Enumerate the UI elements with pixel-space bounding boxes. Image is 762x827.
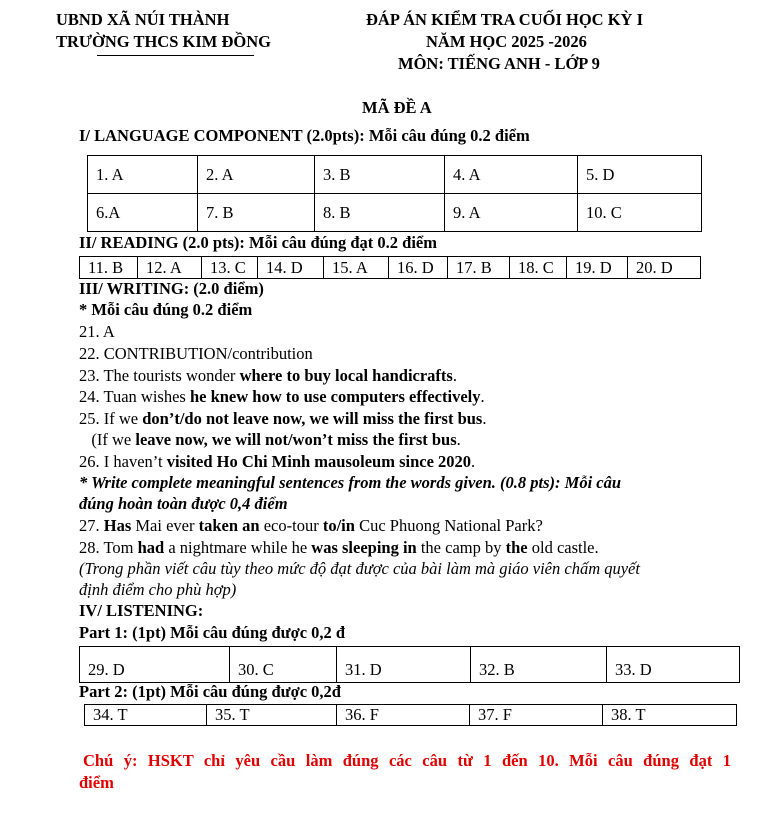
answer-22: 22. CONTRIBUTION/contribution xyxy=(79,344,313,363)
section3-sub2: * Write complete meaningful sentences from the words given. (0.8 pts): Mỗi câu xyxy=(79,473,622,492)
special-needs-note: Chú ý: HSKT chỉ yêu cầu làm đúng các câu từ 1 đến 10. Mỗi câu đúng đạt 1 xyxy=(83,751,731,770)
answer-cell: 15. A xyxy=(324,257,389,279)
school-year: NĂM HỌC 2025 -2026 xyxy=(426,32,587,51)
answer-cell: 14. D xyxy=(258,257,324,279)
answer-28: 28. Tom had a nightmare while he was sleeping in the camp by the old castle. xyxy=(79,538,599,557)
district-name: UBND XÃ NÚI THÀNH xyxy=(56,10,230,29)
answer-cell: 10. C xyxy=(578,194,702,232)
answer-cell: 11. B xyxy=(80,257,138,279)
answer-cell: 36. F xyxy=(337,705,470,726)
part2-title: Part 2: (1pt) Mỗi câu đúng được 0,2đ xyxy=(79,682,341,701)
answer-24: 24. Tuan wishes he knew how to use computers effectively. xyxy=(79,387,485,406)
answer-cell: 3. B xyxy=(315,156,445,194)
answer-cell: 34. T xyxy=(85,705,207,726)
grading-note-cont: định điểm cho phù hợp) xyxy=(79,580,237,599)
subject: MÔN: TIẾNG ANH - LỚP 9 xyxy=(398,54,600,73)
section2-answer-table xyxy=(79,256,701,279)
answer-cell: 19. D xyxy=(567,257,628,279)
table-row xyxy=(80,257,701,279)
section2-title: II/ READING (2.0 pts): Mỗi câu đúng đạt 0.2 điểm xyxy=(79,233,437,252)
answer-cell: 35. T xyxy=(207,705,337,726)
special-needs-note-cont: điểm xyxy=(79,773,114,792)
answer-cell: 29. D xyxy=(80,647,230,683)
answer-cell: 37. F xyxy=(470,705,603,726)
answer-cell: 20. D xyxy=(628,257,701,279)
answer-cell: 13. C xyxy=(202,257,258,279)
answer-cell: 1. A xyxy=(88,156,198,194)
school-name: TRƯỜNG THCS KIM ĐỒNG xyxy=(56,32,271,51)
part1-answer-table xyxy=(79,646,740,683)
answer-cell: 4. A xyxy=(445,156,578,194)
answer-cell: 33. D xyxy=(607,647,740,683)
answer-cell: 5. D xyxy=(578,156,702,194)
answer-23: 23. The tourists wonder where to buy local handicrafts. xyxy=(79,366,457,385)
exam-code: MÃ ĐỀ A xyxy=(362,98,432,117)
school-underline xyxy=(97,55,254,56)
section3-sub1: * Mỗi câu đúng 0.2 điểm xyxy=(79,300,253,319)
answer-cell: 17. B xyxy=(448,257,510,279)
table-row xyxy=(85,705,737,726)
answer-26: 26. I haven’t visited Ho Chi Minh mausoleum since 2020. xyxy=(79,452,476,471)
answer-cell: 8. B xyxy=(315,194,445,232)
part1-title: Part 1: (1pt) Mỗi câu đúng được 0,2 đ xyxy=(79,623,346,642)
answer-cell: 9. A xyxy=(445,194,578,232)
table-row xyxy=(88,194,702,232)
section3-sub2-cont: đúng hoàn toàn được 0,4 điểm xyxy=(79,494,288,513)
section4-title: IV/ LISTENING: xyxy=(79,601,204,620)
section3-title: III/ WRITING: (2.0 điểm) xyxy=(79,279,264,298)
doc-title: ĐÁP ÁN KIỂM TRA CUỐI HỌC KỲ I xyxy=(366,10,644,29)
answer-cell: 16. D xyxy=(389,257,448,279)
answer-cell: 31. D xyxy=(337,647,471,683)
answer-27: 27. Has Mai ever taken an eco-tour to/in Cuc Phuong National Park? xyxy=(79,516,543,535)
answer-cell: 18. C xyxy=(510,257,567,279)
answer-cell: 6.A xyxy=(88,194,198,232)
section1-title: I/ LANGUAGE COMPONENT (2.0pts): Mỗi câu đúng 0.2 điểm xyxy=(79,126,530,145)
answer-25: 25. If we don’t/do not leave now, we will miss the first bus. xyxy=(79,409,487,428)
answer-21: 21. A xyxy=(79,322,115,341)
section1-answer-table xyxy=(87,155,702,232)
answer-cell: 38. T xyxy=(603,705,737,726)
answer-cell: 30. C xyxy=(230,647,337,683)
table-row xyxy=(88,156,702,194)
answer-cell: 12. A xyxy=(138,257,202,279)
answer-25-alt: (If we leave now, we will not/won’t miss the first bus. xyxy=(79,430,461,449)
table-row xyxy=(80,647,740,683)
answer-cell: 7. B xyxy=(198,194,315,232)
part2-answer-table xyxy=(84,704,737,726)
grading-note: (Trong phần viết câu tùy theo mức độ đạt được của bài làm mà giáo viên chấm quyết xyxy=(79,559,640,578)
answer-cell: 2. A xyxy=(198,156,315,194)
answer-cell: 32. B xyxy=(471,647,607,683)
